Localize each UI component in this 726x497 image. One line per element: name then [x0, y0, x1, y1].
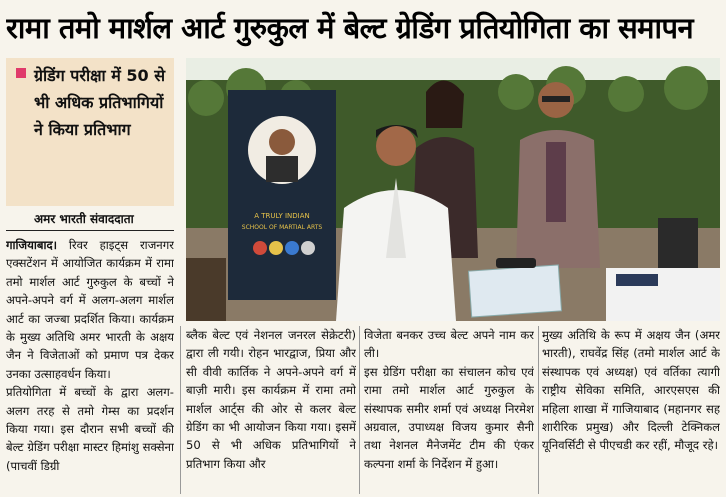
banner-line2: SCHOOL OF MARTIAL ARTS [241, 224, 323, 231]
article-column-4 [542, 326, 720, 494]
paragraph: ब्लैक बेल्ट एवं नेशनल जनरल सेक्रेटरी) द्वारा ली गयी। रोहन भारद्वाज, प्रिया और सी वीवी कार्तिक ने अपने-अपने वर्ग में बाज़ी मारी। इस कार्यक्रम में रामा तमो मार्शल आर्ट्स की ओर से कलर बेल्ट ग्रेडिंग का भी आयोजन किया गया। इसमें 50 से भी अधिक प्रतिभागियों ने प्रतिभाग किया और [186, 328, 356, 471]
byline-divider [6, 230, 174, 231]
certificate [469, 265, 562, 317]
highlight-box [6, 58, 174, 206]
byline: अमर भारती संवाददाता [34, 212, 134, 226]
paragraph: इस ग्रेडिंग परीक्षा का संचालन कोच एवं रामा तमो मार्शल आर्ट गुरुकुल के संस्थापक समीर शर्मा एवं अध्यक्ष निरमेश अग्रवाल, उपाध्यक्ष विजय कुमार सैनी तथा नेशनल मैनेजमेंट टीम की एंकर कल्पना शर्मा के निर्देशन में हुआ। [364, 364, 534, 471]
dateline: गाजियाबाद। [6, 238, 58, 252]
column-divider [538, 326, 539, 494]
headline: रामा तमो मार्शल आर्ट गुरुकुल में बेल्ट ग्रेडिंग प्रतियोगिता का समापन [6, 11, 694, 45]
article-column-3 [364, 326, 534, 494]
article-column-2 [186, 326, 356, 494]
paragraph: विजेता बनकर उच्च बेल्ट अपने नाम कर ली। [364, 328, 534, 361]
bullet-square-icon [16, 68, 26, 78]
paragraph: प्रतियोगिता में बच्चों के द्वारा अलग-अलग तरह से तमो गेम्स का प्रदर्शन किया गया। इस दौरान सभी बच्चों की बेल्ट ग्रेडिंग परीक्षा मास्टर हिमांशु सक्सेना (पाचवीं डिग्री [6, 385, 174, 473]
banner-line1: A TRULY INDIAN [254, 212, 310, 220]
paragraph: रिवर हाइट्स राजनगर एक्सटेंशन में आयोजित कार्यक्रम में रामा तमो मार्शल आर्ट गुरुकुल के बच्चों ने अपने-अपने वर्ग में अलग-अलग मार्शल आर्ट का जज्बा प्रदर्शित किया। कार्यक्रम के मुख्य अतिथि अमर भारती के अक्षय जैन ने विजेताओं को प्रमाण पत्र देकर उनका उत्साहवर्धन किया। [6, 238, 174, 381]
paragraph: मुख्य अतिथि के रूप में अक्षय जैन (अमर भारती), राघवेंद्र सिंह (तमो मार्शल आर्ट के संस्थापक एवं अध्यक्ष) एवं वर्तिका त्यागी राष्ट्रीय सेविका समिति, आरएसएस की महिला शाखा में गाजियाबाद (महानगर सह शारीरिक प्रमुख) और दिल्ली टेक्निकल यूनिवर्सिटी से पीएचडी कर रहीं, मौजूद रहे। [542, 328, 720, 453]
column-divider [180, 326, 181, 494]
article-column-1 [6, 236, 174, 494]
column-divider [359, 326, 360, 494]
news-photo [186, 58, 720, 321]
highlight-text: ग्रेडिंग परीक्षा में 50 से भी अधिक प्रतिभागियों ने किया प्रतिभाग [34, 66, 166, 139]
